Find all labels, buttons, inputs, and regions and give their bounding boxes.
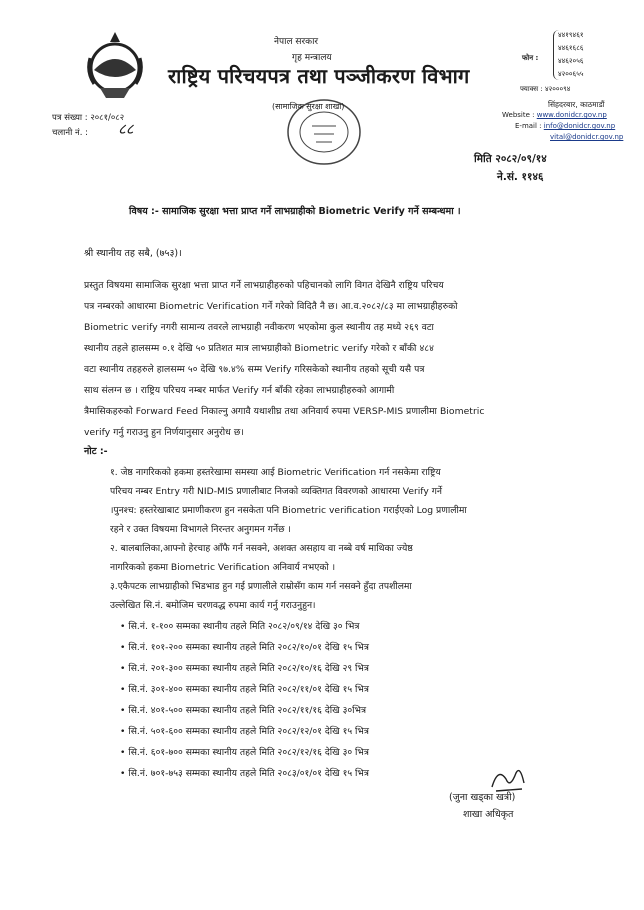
note-line: नागरिकको हकमा Biometric Verification अनिवार्य नभएको ।: [110, 562, 336, 573]
schedule-item: • सि.नं. १०१-२०० सम्मका स्थानीय तहले मिति २०८२/१०/०१ देखि १५ भित्र: [120, 642, 369, 653]
signatory-name: (जुना खड्का खत्री): [449, 792, 516, 803]
letter-date: मिति २०८२/०९/१४: [474, 153, 547, 165]
schedule-text: सि.नं. ५०१-६०० सम्मका स्थानीय तहले मिति २०८२/१२/०१ देखि १५ भित्र: [128, 726, 369, 737]
department-name: राष्ट्रिय परिचयपत्र तथा पञ्जीकरण विभाग: [168, 64, 470, 88]
office-location: सिंहदरबार, काठमाडौं: [548, 100, 605, 109]
body-line: त्रैमासिकहरुको Forward Feed निकाल्नु अगावै यथाशीघ्र तथा अनिवार्य रुपमा VERSP-MIS प्रणालीमा Biometric: [84, 406, 485, 417]
email-line-2: [550, 133, 623, 141]
note-line: ३.एकैपटक लाभग्राहीको भिडभाड हुन गई प्रणालीले राम्रोसँग काम गर्न नसक्ने हुँदा तपशीलमा: [110, 581, 412, 592]
body-line: वटा स्थानीय तहहरुले हालसम्म ५० देखि ९७.४% सम्म Verify गरिसकेको स्थानीय तहको सूची यसै पत्र: [84, 364, 425, 375]
government-name: नेपाल सरकार: [274, 37, 319, 47]
body-line: verify गर्नु गराउनु हुन निर्णयानुसार अनुरोध छ।: [84, 427, 244, 438]
email-label: E-mail :: [515, 122, 542, 130]
phone-number: ४४१९४६१: [558, 31, 584, 39]
letter-subject: विषय :- सामाजिक सुरक्षा भत्ता प्राप्त गर्ने लाभग्राहीको Biometric Verify गर्ने सम्बन्धमा ।: [129, 206, 461, 217]
schedule-text: सि.नं. १-१०० सम्मका स्थानीय तहले मिति २०८२/०९/१४ देखि ३० भित्र: [128, 621, 360, 632]
reference-number: पत्र संख्या : २०८१/०८२: [52, 113, 125, 123]
phone-number: ४४६२०५६: [558, 57, 584, 65]
signatory-title: शाखा अधिकृत: [463, 809, 514, 820]
note-line: १. जेष्ठ नागरिकको हकमा हस्तरेखामा समस्या आई Biometric Verification गर्न नसकेमा राष्ट्रिय: [110, 467, 441, 478]
email-link-vital[interactable]: vital@donidcr.gov.np: [550, 133, 624, 141]
nepal-emblem-icon: [80, 28, 150, 106]
body-line: Biometric verify नगरी सामान्य तवरले लाभग्राही नवीकरण भएकोमा कुल स्थानीय तह मध्ये २६९ वटा: [84, 322, 434, 333]
note-line: रहने र उक्त विषयमा विभागले निरन्तर अनुगमन गर्नेछ ।: [110, 524, 291, 535]
ministry-name: गृह मन्त्रालय: [292, 53, 332, 63]
schedule-item: • सि.नं. ७०१-७५३ सम्मका स्थानीय तहले मिति २०८३/०१/०१ देखि १५ भित्र: [120, 768, 369, 779]
body-line: प्रस्तुत विषयमा सामाजिक सुरक्षा भत्ता प्राप्त गर्ने लाभग्राहीहरुको पहिचानको लागि विगत देखिनै राष्ट्रिय परिचय: [84, 280, 444, 291]
schedule-text: सि.नं. १०१-२०० सम्मका स्थानीय तहले मिति २०८२/१०/०१ देखि १५ भित्र: [128, 642, 369, 653]
note-line: परिचय नम्बर Entry गरी NID-MIS प्रणालीबाट निजको व्यक्तिगत विवरणको आधारमा Verify गर्ने: [110, 486, 443, 497]
website-label: Website :: [502, 111, 535, 119]
note-line: २. बालबालिका,आफ्नो हेरचाह आँफै गर्न नसक्ने, अशक्त असहाय वा नब्बे वर्ष माथिका ज्येष्ठ: [110, 543, 413, 554]
body-line: पत्र नम्बरको आधारमा Biometric Verification गर्ने गरेको विदितै नै छ। आ.व.२०८२/८३ मा लाभग्राहीहरुको: [84, 301, 458, 312]
dispatch-number: ८८: [118, 120, 134, 138]
schedule-text: सि.नं. ७०१-७५३ सम्मका स्थानीय तहले मिति २०८३/०१/०१ देखि १५ भित्र: [128, 768, 369, 779]
phone-number: ४२००६५५: [558, 70, 584, 78]
schedule-text: सि.नं. ६०१-७०० सम्मका स्थानीय तहले मिति २०८२/१२/१६ देखि ३० भित्र: [128, 747, 369, 758]
note-line: उल्लेखित सि.नं. बमोजिम चरणवद्ध रुपमा कार्य गर्नु गराउनुहुन।: [110, 600, 316, 611]
email-link-info[interactable]: info@donidcr.gov.np: [543, 122, 616, 130]
addressee: श्री स्थानीय तह सबै, (७५३)।: [84, 248, 182, 259]
schedule-text: सि.नं. २०१-३०० सम्मका स्थानीय तहले मिति २०८२/१०/१६ देखि २९ भित्र: [128, 663, 369, 674]
email-line: [515, 122, 615, 130]
nepal-sambat-date: ने.सं. ११४६: [497, 171, 544, 183]
website-line: [502, 111, 607, 119]
schedule-item: • सि.नं. ३०१-४०० सम्मका स्थानीय तहले मिति २०८२/११/०१ देखि १५ भित्र: [120, 684, 369, 695]
branch-name: (सामाजिक सुरक्षा शाखा): [272, 102, 345, 111]
schedule-text: सि.नं. ३०१-४०० सम्मका स्थानीय तहले मिति २०८२/११/०१ देखि १५ भित्र: [128, 684, 369, 695]
schedule-item: • सि.नं. ६०१-७०० सम्मका स्थानीय तहले मिति २०८२/१२/१६ देखि ३० भित्र: [120, 747, 369, 758]
note-label: नोट :-: [84, 446, 108, 457]
schedule-item: • सि.नं. ५०१-६०० सम्मका स्थानीय तहले मिति २०८२/१२/०१ देखि १५ भित्र: [120, 726, 369, 737]
schedule-item: • सि.नं. २०१-३०० सम्मका स्थानीय तहले मिति २०८२/१०/१६ देखि २९ भित्र: [120, 663, 369, 674]
schedule-text: सि.नं. ४०१-५०० सम्मका स्थानीय तहले मिति २०८२/११/१६ देखि ३०भित्र: [128, 705, 367, 716]
schedule-item: • सि.नं. १-१०० सम्मका स्थानीय तहले मिति २०८२/०९/१४ देखि ३० भित्र: [120, 621, 360, 632]
body-line: साथ संलग्न छ । राष्ट्रिय परिचय नम्बर मार्फत Verify गर्न बाँकी रहेका लाभग्राहीहरुको आगामी: [84, 385, 395, 396]
note-line: ।पुनश्च: हस्तरेखाबाट प्रमाणीकरण हुन नसकेता पनि Biometric verification गराईएको Log प्रणालीमा: [110, 505, 467, 516]
fax-number: फ्याक्स : ४२०००९४: [520, 85, 571, 93]
website-link[interactable]: www.donidcr.gov.np: [536, 111, 607, 119]
dispatch-label: चलानी नं. :: [52, 128, 88, 138]
body-line: स्थानीय तहले हालसम्म ०.१ देखि ५० प्रतिशत मात्र लाभग्राहीको Biometric verify गरेको र बाँकी ४८४: [84, 343, 434, 354]
phone-label: फोन :: [522, 54, 539, 62]
phone-number: ४४६१६८६: [558, 44, 584, 52]
schedule-item: • सि.नं. ४०१-५०० सम्मका स्थानीय तहले मिति २०८२/११/१६ देखि ३०भित्र: [120, 705, 367, 716]
